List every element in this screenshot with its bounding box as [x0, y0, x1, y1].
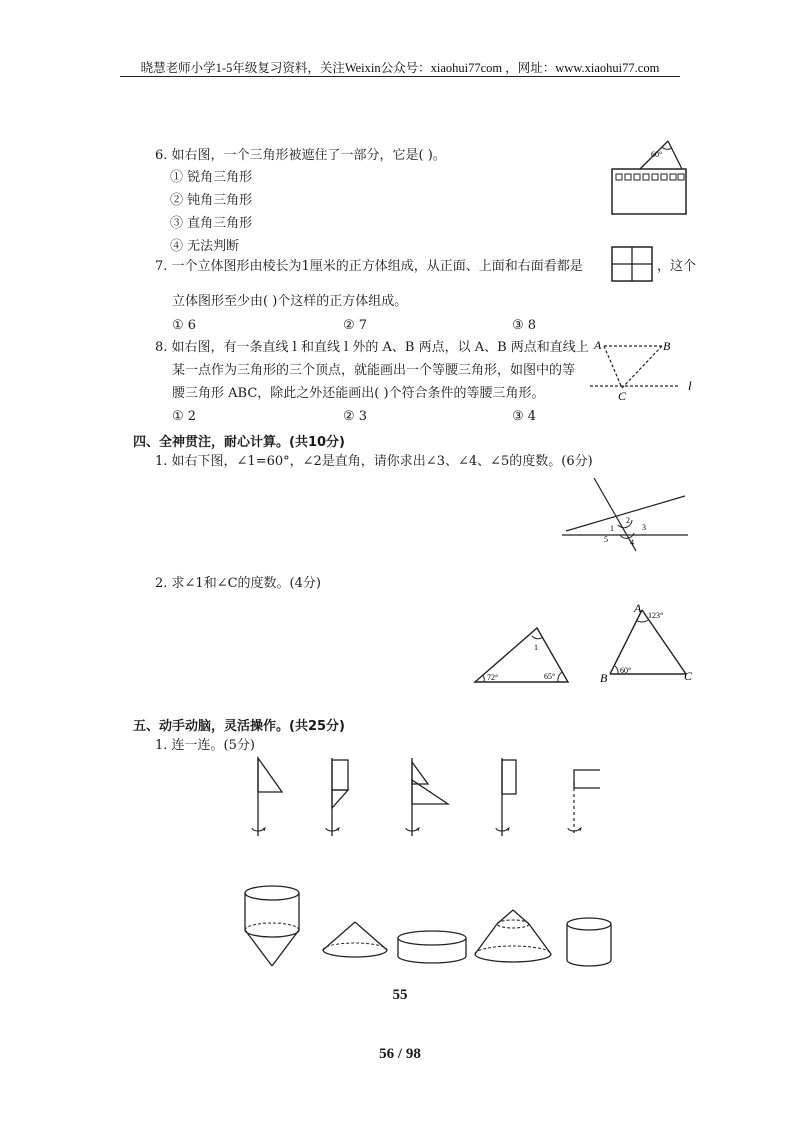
t1-angle-left: 72°	[487, 673, 499, 682]
angle-B: 60°	[620, 666, 632, 675]
pdf-pager: 56 / 98	[379, 1046, 421, 1062]
q6-stem: 6. 如右图，一个三角形被遮住了一部分，它是( )。	[155, 148, 446, 163]
q8-option-1: ① 2	[172, 409, 197, 424]
section5-title: 五、动手动脑，灵活操作。(共25分)	[133, 719, 345, 734]
shape-4-flag-rectangle	[496, 758, 516, 836]
q6-option-4: ④ 无法判断	[170, 239, 240, 254]
q6-option-2: ② 钝角三角形	[170, 193, 253, 208]
angle-label-4: 4	[630, 538, 634, 547]
section4-q1: 1. 如右下图，∠1=60°，∠2是直角，请你求出∠3、∠4、∠5的度数。(6分)	[155, 454, 593, 469]
q7-line2: 立体图形至少由( )个这样的正方体组成。	[172, 294, 408, 309]
label-C: C	[684, 669, 693, 683]
q7-line1-end: ，这个	[657, 259, 697, 274]
segment-BC	[622, 346, 662, 388]
label-A: A	[594, 338, 602, 352]
q8-line1: 8. 如右图，有一条直线 l 和直线 l 外的 A、B 两点，以 A、B 两点和直线上	[155, 340, 589, 355]
shape-1-flag-triangle	[252, 758, 282, 836]
section5-q1: 1. 连一连。(5分)	[155, 738, 255, 753]
s4-q1-figure	[560, 475, 690, 555]
q8-line2: 某一点作为三角形的三个顶点，就能画出一个等腰三角形，如图中的等	[172, 363, 576, 378]
label-B: B	[663, 339, 671, 353]
q8-option-2: ② 3	[343, 409, 368, 424]
angle-label-3: 3	[642, 523, 646, 532]
q7-view-figure	[610, 245, 656, 285]
q6-angle-label: 60°	[651, 150, 663, 159]
q7-option-2: ② 7	[343, 318, 368, 333]
rotation-shapes-row	[240, 752, 600, 844]
shape-3-flag-two-triangles	[406, 758, 448, 836]
shape-5-floating-rectangle	[568, 770, 600, 836]
solid-1-cylinder-cone	[245, 886, 299, 966]
tick-squares	[616, 174, 684, 180]
q8-option-3: ③ 4	[512, 409, 537, 424]
label-B: B	[600, 671, 608, 685]
t1-angle-1: 1	[534, 643, 538, 652]
q7-option-1: ① 6	[172, 318, 197, 333]
q6-figure	[610, 135, 690, 217]
section4-title: 四、全神贯注，耐心计算。(共10分)	[133, 435, 345, 450]
label-l: l	[688, 378, 692, 393]
q6-option-1: ① 锐角三角形	[170, 170, 253, 185]
page-header: 晓慧老师小学1-5年级复习资料，关注Weixin公众号：xiaohui77com ，网址：www.xiaohui77.com	[140, 61, 660, 75]
angle-label-2: 2	[626, 516, 630, 525]
book-page-number: 55	[392, 987, 408, 1003]
label-A: A	[634, 601, 642, 615]
triangle-side-right	[668, 141, 682, 169]
label-C: C	[618, 389, 627, 403]
shape-2-flag-rect-triangle	[326, 758, 348, 836]
solid-4-stacked-cones	[475, 910, 551, 962]
solid-2-cone	[323, 922, 387, 957]
q7-option-3: ③ 8	[512, 318, 537, 333]
solid-3-short-cylinder	[398, 931, 466, 963]
q8-line3: 腰三角形 ABC，除此之外还能画出( )个符合条件的等腰三角形。	[172, 386, 545, 401]
angle-label-5: 5	[604, 535, 608, 544]
q8-figure	[590, 332, 700, 404]
t1-angle-right: 65°	[544, 672, 556, 681]
segment-AC	[604, 346, 622, 388]
solids-row	[235, 880, 615, 970]
header-divider	[120, 76, 680, 77]
line-1	[566, 496, 685, 531]
s4-q2-triangle-1	[470, 620, 575, 690]
angle-A: 123°	[648, 611, 664, 620]
q6-option-3: ③ 直角三角形	[170, 216, 253, 231]
q7-line1: 7. 一个立体图形由棱长为1厘米的正方体组成，从正面、上面和右面看都是	[155, 259, 583, 274]
angle-label-1: 1	[610, 524, 614, 533]
s4-q2-triangle-2	[598, 598, 698, 686]
solid-5-tall-cylinder	[567, 918, 611, 966]
section4-q2: 2. 求∠1和∠C的度数。(4分)	[155, 576, 321, 591]
